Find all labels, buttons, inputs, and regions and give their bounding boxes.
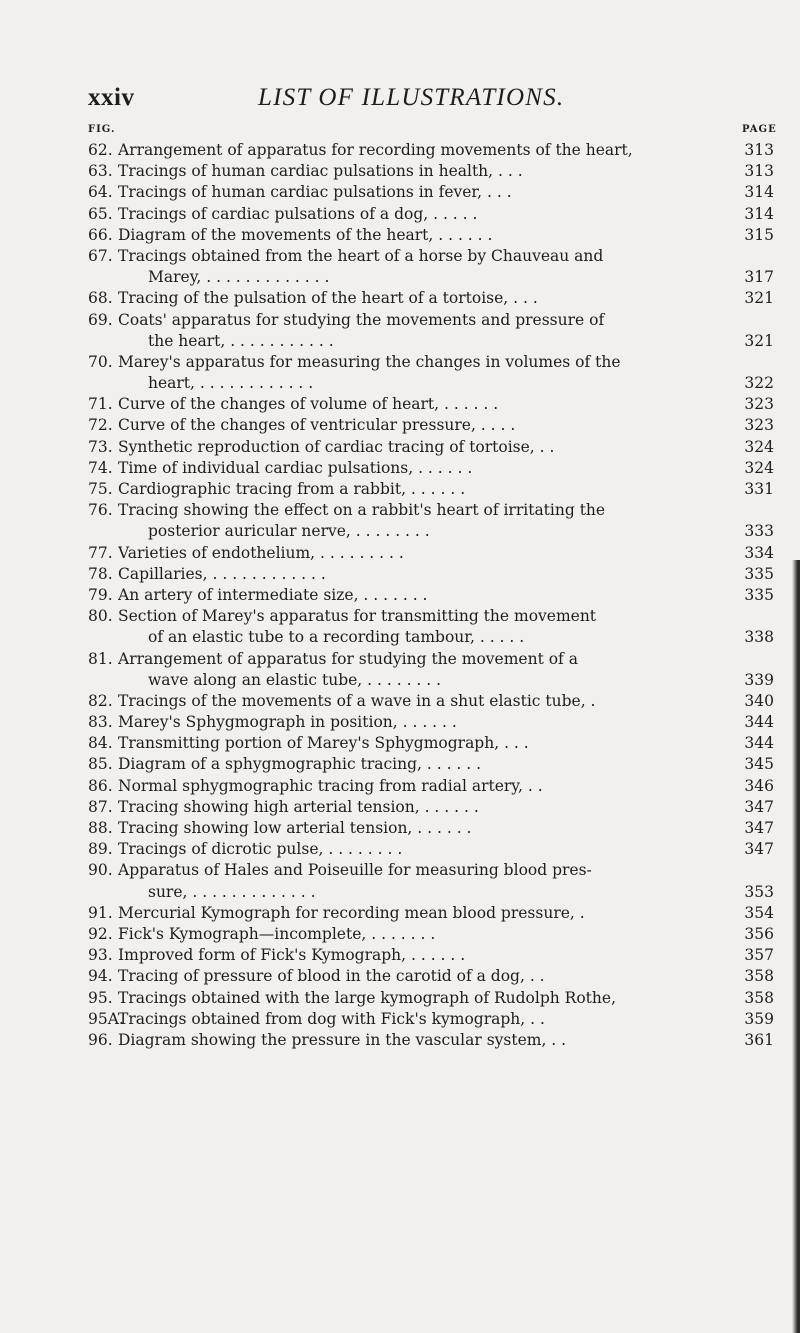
figure-number: 78. xyxy=(88,564,113,583)
figure-caption: Time of individual cardiac pulsations, . . . . . . xyxy=(118,458,473,477)
page-reference: 323 xyxy=(744,416,774,435)
entry-line xyxy=(88,691,774,712)
list-item xyxy=(88,797,774,818)
figure-number: 77. xyxy=(88,543,113,562)
figure-number: 66. xyxy=(88,225,113,244)
list-item xyxy=(88,754,774,775)
list-item xyxy=(88,415,774,436)
figure-caption: Tracings of cardiac pulsations of a dog, . . . . . xyxy=(118,204,478,223)
list-item xyxy=(88,1009,774,1030)
figure-number: 71. xyxy=(88,395,113,414)
page-reference: 321 xyxy=(744,289,774,308)
page-reference xyxy=(736,246,774,267)
page-reference: 347 xyxy=(744,797,774,816)
figure-number: 80. xyxy=(88,607,113,626)
entry-line xyxy=(88,394,774,415)
page-reference: 321 xyxy=(744,331,774,350)
page-reference: 322 xyxy=(744,374,774,393)
figure-caption: Marey's apparatus for measuring the changes in volumes of the xyxy=(118,352,621,371)
figure-caption: of an elastic tube to a recording tambour, . . . . . xyxy=(148,628,525,647)
page-reference: 317 xyxy=(744,268,774,287)
figure-number: 86. xyxy=(88,776,113,795)
page-reference: 315 xyxy=(744,225,774,244)
figure-number xyxy=(88,670,118,691)
figure-caption: wave along an elastic tube, . . . . . . . . xyxy=(148,670,442,689)
figure-caption: Tracing showing high arterial tension, . . . . . . xyxy=(118,797,479,816)
entry-line xyxy=(88,479,774,500)
page-reference: 354 xyxy=(744,903,774,922)
figure-number: 83. xyxy=(88,713,113,732)
figure-number xyxy=(88,882,118,903)
entry-line xyxy=(88,182,774,203)
figure-caption: Transmitting portion of Marey's Sphygmograph, . . . xyxy=(118,734,529,753)
figure-caption: Diagram of the movements of the heart, . . . . . . xyxy=(118,225,493,244)
figure-caption: Tracings obtained from dog with Fick's kymograph, . . xyxy=(118,1009,545,1028)
entry-line xyxy=(88,839,774,860)
entry-line xyxy=(88,924,774,945)
page-reference: 339 xyxy=(744,670,774,689)
entry-line xyxy=(88,754,774,775)
entry-line xyxy=(88,204,774,225)
page-reference: 353 xyxy=(744,882,774,901)
entry-line xyxy=(88,161,774,182)
page-reference: 356 xyxy=(744,924,774,943)
entry-line xyxy=(88,500,774,521)
figure-caption: Curve of the changes of ventricular pressure, . . . . xyxy=(118,416,516,435)
page-reference: 347 xyxy=(744,840,774,859)
list-item xyxy=(88,161,774,182)
page-reference: 344 xyxy=(744,713,774,732)
figure-number: 82. xyxy=(88,691,113,710)
entry-line xyxy=(88,712,774,733)
list-item xyxy=(88,712,774,733)
list-item xyxy=(88,310,774,352)
running-head-title: LIST OF ILLUSTRATIONS. xyxy=(258,84,565,111)
figure-caption: Arrangement of apparatus for studying the movement of a xyxy=(118,649,578,668)
entry-line xyxy=(88,458,774,479)
figure-number: 65. xyxy=(88,204,113,223)
list-item xyxy=(88,182,774,203)
entry-line xyxy=(88,1009,774,1030)
list-item xyxy=(88,458,774,479)
entry-line xyxy=(88,733,774,754)
list-item xyxy=(88,437,774,458)
page-number: xxiv xyxy=(88,84,135,111)
page-reference: 358 xyxy=(744,988,774,1007)
page-column-heading: PAGE xyxy=(742,124,777,135)
page-reference xyxy=(736,310,774,331)
list-item xyxy=(88,352,774,394)
figure-number: 72. xyxy=(88,416,113,435)
page-reference: 314 xyxy=(744,183,774,202)
figure-number: 85. xyxy=(88,755,113,774)
list-item xyxy=(88,733,774,754)
figure-number: 89. xyxy=(88,840,113,859)
list-item xyxy=(88,966,774,987)
figure-caption: Curve of the changes of volume of heart, . . . . . . xyxy=(118,395,499,414)
list-item xyxy=(88,225,774,246)
figure-number: 64. xyxy=(88,183,113,202)
page-reference xyxy=(736,649,774,670)
list-item xyxy=(88,839,774,860)
page-reference: 313 xyxy=(744,162,774,181)
entry-line xyxy=(88,331,774,352)
list-item xyxy=(88,140,774,161)
entry-line xyxy=(88,945,774,966)
list-item xyxy=(88,1030,774,1051)
figure-caption: Section of Marey's apparatus for transmitting the movement xyxy=(118,607,597,626)
figure-caption: Diagram of a sphygmographic tracing, . . . . . . xyxy=(118,755,482,774)
entry-line xyxy=(88,225,774,246)
entry-line xyxy=(88,860,774,881)
list-item xyxy=(88,776,774,797)
entry-line xyxy=(88,373,774,394)
figure-caption: Tracings of human cardiac pulsations in health, . . . xyxy=(118,162,523,181)
figure-caption: Tracing showing the effect on a rabbit's heart of irritating the xyxy=(118,501,606,520)
entry-line xyxy=(88,649,774,670)
figure-number: 63. xyxy=(88,162,113,181)
figure-number: 84. xyxy=(88,734,113,753)
page-reference xyxy=(736,606,774,627)
page-reference: 335 xyxy=(744,564,774,583)
figure-caption: Tracing of pressure of blood in the carotid of a dog, . . xyxy=(118,967,545,986)
page-reference: 347 xyxy=(744,819,774,837)
list-item xyxy=(88,649,774,691)
page-reference: 340 xyxy=(744,691,774,710)
page-reference: 313 xyxy=(744,141,774,159)
figure-number: 87. xyxy=(88,797,113,816)
figure-caption: Varieties of endothelium, . . . . . . . . . xyxy=(118,543,404,562)
figure-number: 81. xyxy=(88,649,113,668)
list-item xyxy=(88,500,774,542)
page-reference: 346 xyxy=(744,776,774,795)
entry-line xyxy=(88,267,774,288)
figure-caption: Tracings of human cardiac pulsations in fever, . . . xyxy=(118,183,512,202)
figure-caption: An artery of intermediate size, . . . . . . . xyxy=(118,585,428,604)
figure-number: 67. xyxy=(88,246,113,265)
entry-line xyxy=(88,437,774,458)
entry-line xyxy=(88,288,774,309)
page-reference: 359 xyxy=(744,1009,774,1028)
list-item xyxy=(88,479,774,500)
fig-column-heading: FIG. xyxy=(88,124,116,135)
list-item xyxy=(88,988,774,1009)
figure-number: 95A. xyxy=(88,1009,124,1028)
entry-line xyxy=(88,1030,774,1051)
figure-caption: Apparatus of Hales and Poiseuille for measuring blood pres- xyxy=(118,861,592,880)
list-item xyxy=(88,394,774,415)
page-reference: 335 xyxy=(744,585,774,604)
entry-line xyxy=(88,246,774,267)
figure-number: 90. xyxy=(88,861,113,880)
entry-line xyxy=(88,882,774,903)
figure-number: 62. xyxy=(88,141,113,159)
figure-number: 76. xyxy=(88,501,113,520)
figure-caption: the heart, . . . . . . . . . . . xyxy=(148,331,334,350)
entry-line xyxy=(88,797,774,818)
figure-caption: Marey, . . . . . . . . . . . . . xyxy=(148,268,330,287)
figure-caption: Cardiographic tracing from a rabbit, . . . . . . xyxy=(118,480,466,498)
figure-caption: posterior auricular nerve, . . . . . . . . xyxy=(148,522,430,541)
figure-caption: Marey's Sphygmograph in position, . . . . . . xyxy=(118,713,457,732)
figure-number: 74. xyxy=(88,458,113,477)
page-edge-shadow xyxy=(792,560,800,1333)
entry-line xyxy=(88,310,774,331)
figure-caption: Diagram showing the pressure in the vascular system, . . xyxy=(118,1030,567,1049)
list-item xyxy=(88,924,774,945)
figure-caption: Capillaries, . . . . . . . . . . . . xyxy=(118,564,326,583)
entry-line xyxy=(88,670,774,691)
figure-caption: Normal sphygmographic tracing from radial artery, . . xyxy=(118,776,543,795)
list-item xyxy=(88,543,774,564)
entry-line xyxy=(88,564,774,585)
figure-number xyxy=(88,521,118,542)
list-item xyxy=(88,288,774,309)
list-item xyxy=(88,204,774,225)
figure-caption: Tracings of dicrotic pulse, . . . . . . . . xyxy=(118,840,403,859)
list-item xyxy=(88,860,774,902)
entry-line xyxy=(88,352,774,373)
page-reference: 361 xyxy=(744,1030,774,1049)
figure-number: 91. xyxy=(88,903,113,922)
page-reference: 334 xyxy=(744,543,774,562)
figure-number: 92. xyxy=(88,924,113,943)
entry-line xyxy=(88,776,774,797)
figure-caption: heart, . . . . . . . . . . . . xyxy=(148,374,314,393)
figure-number: 94. xyxy=(88,967,113,986)
figure-caption: Tracings obtained from the heart of a horse by Chauveau and xyxy=(118,246,604,265)
figure-caption: Arrangement of apparatus for recording movements of the heart, xyxy=(118,141,633,159)
figure-caption: Improved form of Fick's Kymograph, . . . . . . xyxy=(118,946,466,965)
entry-line xyxy=(88,818,774,839)
figure-caption: Coats' apparatus for studying the movements and pressure of xyxy=(118,310,605,329)
page-header xyxy=(88,84,648,114)
figure-number: 69. xyxy=(88,310,113,329)
page-reference: 333 xyxy=(744,522,774,541)
figure-caption: Tracing showing low arterial tension, . . . . . . xyxy=(118,819,472,837)
figure-number xyxy=(88,267,118,288)
list-item xyxy=(88,585,774,606)
page-reference: 314 xyxy=(744,204,774,223)
entry-line xyxy=(88,606,774,627)
entry-line xyxy=(88,627,774,648)
figure-number: 88. xyxy=(88,819,113,837)
entry-line xyxy=(88,585,774,606)
page-reference: 331 xyxy=(744,480,774,498)
figure-caption: Mercurial Kymograph for recording mean blood pressure, . xyxy=(118,903,585,922)
page-reference: 338 xyxy=(744,628,774,647)
illustrations-list xyxy=(88,140,774,1051)
list-item xyxy=(88,691,774,712)
list-item xyxy=(88,606,774,648)
list-item xyxy=(88,945,774,966)
entry-line xyxy=(88,903,774,924)
figure-caption: Synthetic reproduction of cardiac tracing of tortoise, . . xyxy=(118,437,555,456)
page-reference: 357 xyxy=(744,946,774,965)
figure-caption: Tracing of the pulsation of the heart of a tortoise, . . . xyxy=(118,289,538,308)
figure-number: 75. xyxy=(88,480,113,498)
list-item xyxy=(88,246,774,288)
page-reference xyxy=(736,500,774,521)
page-reference: 324 xyxy=(744,437,774,456)
list-item xyxy=(88,564,774,585)
list-item xyxy=(88,903,774,924)
figure-number xyxy=(88,331,118,352)
figure-number: 70. xyxy=(88,352,113,371)
page-reference: 345 xyxy=(744,755,774,774)
figure-number: 73. xyxy=(88,437,113,456)
entry-line xyxy=(88,543,774,564)
list-item xyxy=(88,818,774,839)
figure-number: 79. xyxy=(88,585,113,604)
page-reference xyxy=(736,352,774,373)
page-reference: 344 xyxy=(744,734,774,753)
page-reference: 358 xyxy=(744,967,774,986)
figure-number xyxy=(88,373,118,394)
entry-line xyxy=(88,415,774,436)
page-reference xyxy=(736,860,774,881)
figure-number: 95. xyxy=(88,988,113,1007)
figure-number: 96. xyxy=(88,1030,113,1049)
page-reference: 323 xyxy=(744,395,774,414)
entry-line xyxy=(88,140,774,161)
entry-line xyxy=(88,521,774,542)
figure-caption: sure, . . . . . . . . . . . . . xyxy=(148,882,316,901)
page-reference: 324 xyxy=(744,458,774,477)
figure-number: 93. xyxy=(88,946,113,965)
figure-number: 68. xyxy=(88,289,113,308)
figure-number xyxy=(88,627,118,648)
entry-line xyxy=(88,966,774,987)
figure-caption: Tracings of the movements of a wave in a shut elastic tube, . xyxy=(118,691,596,710)
entry-line xyxy=(88,988,774,1009)
figure-caption: Fick's Kymograph—incomplete, . . . . . . . xyxy=(118,924,436,943)
figure-caption: Tracings obtained with the large kymograph of Rudolph Rothe, xyxy=(118,988,616,1007)
